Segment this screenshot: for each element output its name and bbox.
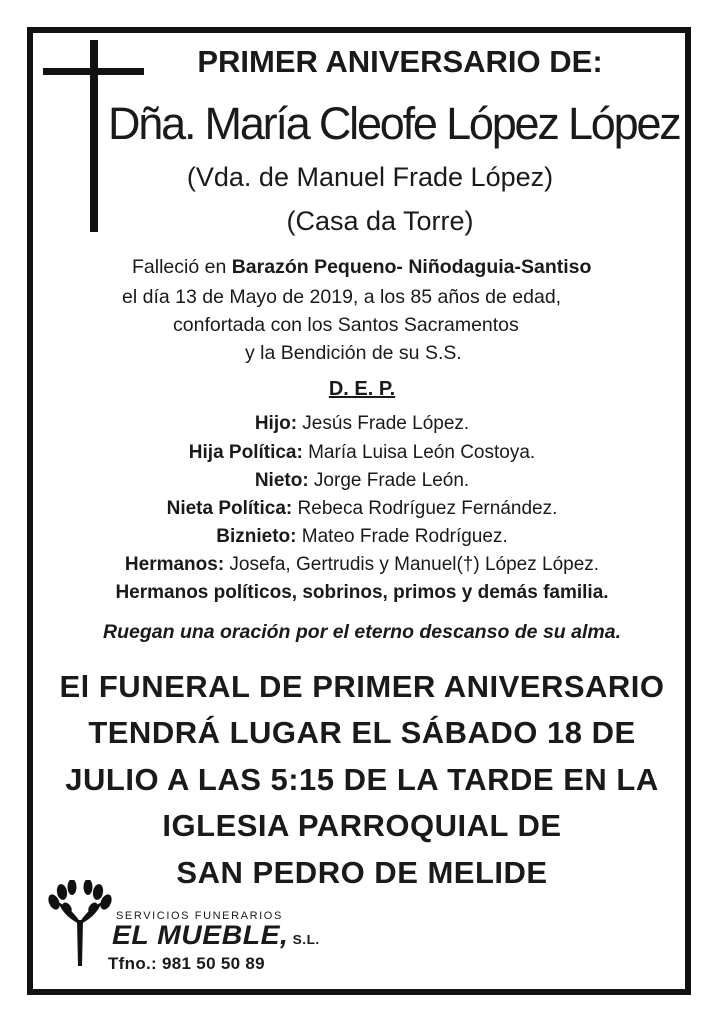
blessing-line: y la Bendición de su S.S.: [245, 342, 462, 364]
widow-of: (Vda. de Manuel Frade López): [186, 162, 554, 192]
death-place-line: [132, 256, 591, 279]
family-row-grandson: Nieto: Jorge Frade León.: [254, 470, 470, 491]
death-place-prefix: Falleció en: [132, 256, 232, 278]
anniversary-title: PRIMER ANIVERSARIO DE:: [197, 44, 603, 79]
family-row-great-grandson: Biznieto: Mateo Frade Rodríguez.: [216, 526, 508, 547]
funeral-line-4: IGLESIA PARROQUIAL DE: [162, 808, 562, 843]
dep-heading: D. E. P.: [328, 378, 396, 400]
prayer-request: Ruegan una oración por el eterno descanso de su alma.: [103, 621, 621, 643]
death-place: Barazón Pequeno- Niñodaguia-Santiso: [231, 256, 592, 278]
family-row-granddaughter-in-law: Nieta Política: Rebeca Rodríguez Fernández.: [166, 498, 558, 519]
house-name: (Casa da Torre): [286, 206, 474, 236]
funeral-line-5: SAN PEDRO DE MELIDE: [176, 855, 548, 890]
death-date-line: el día 13 de Mayo de 2019, a los 85 años de edad,: [122, 286, 562, 308]
logo-name: EL MUEBLE, S.L.: [112, 920, 320, 950]
tree-icon: [48, 880, 112, 966]
family-rest: Hermanos políticos, sobrinos, primos y demás familia.: [115, 582, 609, 603]
sacraments-line: confortada con los Santos Sacramentos: [173, 314, 519, 336]
family-row-son: Hijo: Jesús Frade López.: [254, 413, 470, 434]
phone-number: Tfno.: 981 50 50 89: [108, 954, 265, 973]
funeral-line-1: El FUNERAL DE PRIMER ANIVERSARIO: [59, 669, 665, 704]
funeral-line-3: JULIO A LAS 5:15 DE LA TARDE EN LA: [65, 762, 659, 797]
deceased-name: Dña. María Cleofe López López: [108, 98, 680, 149]
funeral-line-2: TENDRÁ LUGAR EL SÁBADO 18 DE: [88, 715, 636, 750]
family-row-siblings: Hermanos: Josefa, Gertrudis y Manuel(†) López López.: [124, 554, 600, 575]
family-row-daughter-in-law: Hija Política: María Luisa León Costoya.: [188, 442, 536, 463]
logo-tagline: SERVICIOS FUNERARIOS: [116, 910, 283, 922]
